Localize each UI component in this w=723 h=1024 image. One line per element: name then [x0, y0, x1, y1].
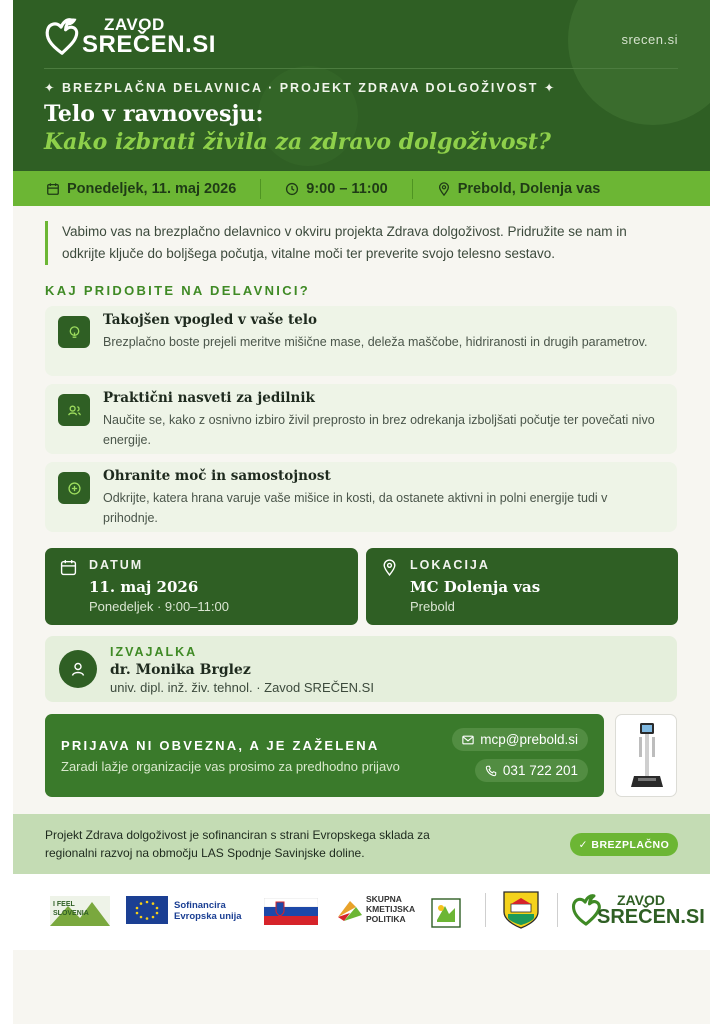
separator — [412, 179, 413, 199]
phone-text: 031 722 201 — [502, 763, 578, 778]
location-card-value: MC Dolenja vas — [410, 578, 541, 596]
calendar-icon — [60, 559, 77, 576]
calendar-icon — [46, 182, 60, 196]
email-text: mcp@prebold.si — [480, 732, 578, 747]
benefit-card — [45, 306, 677, 376]
page-subtitle: Kako izbrati živila za zdravo dolgoživost? — [44, 129, 551, 155]
separator — [260, 179, 261, 199]
date-card-label: DATUM — [89, 558, 144, 572]
zavod-logo-line1: ZAVOD — [617, 892, 665, 908]
decorative-circle — [568, 0, 710, 125]
skp-logo — [336, 894, 416, 930]
phone-icon — [485, 765, 497, 777]
ifeel-text-1: I FEEL — [53, 901, 75, 908]
benefit-card — [45, 462, 677, 532]
date-card-sub: Ponedeljek · 9:00–11:00 — [89, 599, 229, 614]
location-card — [366, 548, 678, 625]
benefit-title: Praktični nasveti za jedilnik — [103, 390, 315, 406]
body-composition-scale-icon — [616, 715, 678, 798]
page-title: Telo v ravnovesju: — [44, 101, 264, 127]
avatar — [59, 650, 97, 688]
mail-icon — [462, 734, 474, 746]
eu-text: Sofinancira Evropska unija — [174, 900, 242, 922]
funding-text: Projekt Zdrava dolgoživost je sofinanciran s strani Evropskega sklada za regionalni razvoj na območju LAS Spodnje Savinjske doline. — [45, 828, 430, 860]
zavod-logo-line2: SREČEN.SI — [597, 906, 705, 928]
event-time-text: 9:00 – 11:00 — [306, 180, 388, 197]
benefit-icon-box — [58, 316, 90, 348]
event-info-bar — [13, 171, 710, 206]
divider — [44, 68, 678, 69]
intro-text: Vabimo vas na brezplačno delavnico v okviru projekta Zdrava dolgoživost. Pridružite se nam in odkrijte ključe do boljšega počutja, vitalne moči ter preverite svojo telesno sestavo. — [45, 221, 665, 265]
event-date — [46, 181, 236, 197]
brand-line2: SREČEN.SI — [82, 31, 216, 58]
user-icon — [70, 661, 86, 677]
speaker-card — [45, 636, 677, 702]
brand-line1: ZAVOD — [104, 15, 165, 34]
leader-logo — [431, 898, 461, 928]
website-link[interactable]: srecen.si — [621, 32, 678, 47]
phone-pill[interactable] — [475, 759, 588, 782]
benefit-title: Takojšen vpogled v vaše telo — [103, 312, 318, 328]
date-card — [45, 548, 358, 625]
benefits-heading: KAJ PRIDOBITE NA DELAVNICI? — [45, 283, 311, 298]
funding-strip — [13, 814, 710, 874]
clock-icon — [285, 182, 299, 196]
skp-line-3: POLITIKA — [366, 914, 406, 924]
users-icon — [67, 403, 82, 418]
event-place — [437, 181, 601, 197]
flyer-page — [13, 0, 710, 1024]
lightbulb-icon — [67, 325, 82, 340]
brand-logo — [44, 16, 216, 57]
benefit-text: Odkrijte, katera hrana varuje vaše mišice in kosti, da ostanete aktivni in polni energije tudi v prihodnje. — [103, 491, 608, 525]
event-place-text: Prebold, Dolenja vas — [457, 180, 601, 197]
benefit-icon-box — [58, 394, 90, 426]
location-card-label: LOKACIJA — [410, 558, 490, 572]
municipality-crest-icon — [502, 890, 540, 930]
event-date-text: Ponedeljek, 11. maj 2026 — [67, 180, 237, 197]
zavod-srecen-logo — [571, 890, 705, 932]
divider — [485, 893, 486, 927]
registration-sub: Zaradi lažje organizacije vas prosimo za predhodno prijavo — [61, 759, 400, 774]
benefit-text: Naučite se, kako z osnivno izbiro živil preprosto in brez odrekanja izboljšati počutje ter povečati nivo energije. — [103, 413, 655, 447]
speaker-label: IZVAJALKA — [110, 645, 198, 659]
ifeelslovenia-logo — [50, 896, 110, 926]
speaker-role: univ. dipl. inž. živ. tehnol. · Zavod SREČEN.SI — [110, 680, 374, 695]
slovenia-flag-icon — [264, 898, 318, 925]
email-pill[interactable] — [452, 728, 588, 751]
location-pin-icon — [437, 182, 451, 196]
skp-text — [366, 894, 415, 924]
divider — [557, 893, 558, 927]
location-card-sub: Prebold — [410, 599, 455, 614]
registration-label: PRIJAVA NI OBVEZNA, A JE ZAŽELENA — [61, 738, 380, 753]
partner-logos — [13, 874, 710, 950]
event-time — [285, 181, 387, 197]
header — [13, 0, 710, 171]
body-scale-image — [615, 714, 677, 797]
location-pin-icon — [381, 559, 398, 576]
benefit-text: Brezplačno boste prejeli meritve mišične mase, deleža maščobe, hidriranosti in drugih parametrov. — [103, 335, 648, 349]
benefit-icon-box — [58, 472, 90, 504]
kicker: ✦ BREZPLAČNA DELAVNICA · PROJEKT ZDRAVA DOLGOŽIVOST ✦ — [44, 81, 557, 95]
date-card-value: 11. maj 2026 — [89, 578, 199, 596]
free-badge: ✓ BREZPLAČNO — [570, 833, 678, 856]
registration-box — [45, 714, 604, 797]
ifeel-text-2: SLOVENIA — [53, 910, 89, 917]
plus-circle-icon — [67, 481, 82, 496]
benefit-card — [45, 384, 677, 454]
eu-logo — [126, 896, 246, 926]
benefit-title: Ohranite moč in samostojnost — [103, 468, 331, 484]
skp-line-1: SKUPNA — [366, 894, 402, 904]
speaker-name: dr. Monika Brglez — [110, 662, 251, 678]
skp-line-2: KMETIJSKA — [366, 904, 416, 914]
heart-leaf-icon — [44, 17, 80, 57]
